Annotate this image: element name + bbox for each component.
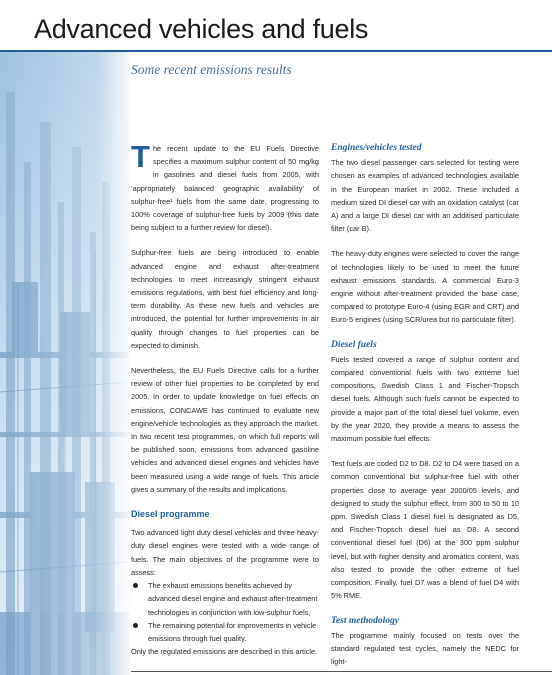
right-column [331,142,519,675]
section-heading-engines: Engines/vehicles tested [331,143,422,153]
page-subtitle: Some recent emissions results [131,62,292,77]
intro-paragraph: The recent update to the EU Fuels Directive specifies a maximum sulphur content of 50 mg/kg in gasolines and diesel fuels from 2005, with ‘appropriately balanced geographic availability’ of sulphur-free¹ fuels from the same date, progressing to 100% coverage of sulphur-free fuels by 2009 (this date being subject to a further review for diesel). [131,139,319,233]
paragraph: Only the regulated emissions are described in this article. [131,647,318,657]
paragraph: The two diesel passenger cars selected for testing were chosen as examples of advanced technologies available in the European market in 2002. These included a medium sized DI diesel car with an oxidation catalyst (car A) and a large DI diesel car with an additised particulate filter (car B). [331,158,519,234]
footer-rule [131,671,552,672]
bullet-list [131,579,319,645]
paragraph: Fuels tested covered a range of sulphur content and compared conventional fuels with two extreme fuel compositions, Swedish Class 1 and Fischer-Tropsch diesel fuels. Although such fuels cannot be expected to provide a major part of the total diesel fuel volume, even by the year 2020, they provide a means to assess the maximum possible fuel effects. [331,354,519,444]
left-column [131,139,319,670]
drop-cap: T [131,139,150,174]
paragraph: The heavy-duty engines were selected to cover the range of technologies likely to be used to meet the future exhaust emissions standards. A commercial Euro-3 engine without after-treatment provided the base case, compared to prototype Euro-4 (using EGR and CRT) and Euro-5 engines (using SCR/urea but no particulate filter). [331,249,519,325]
section-heading-test-methodology: Test methodology [331,615,399,626]
section-heading-diesel-fuels: Diesel fuels [331,339,377,350]
paragraph: Test fuels are coded D2 to D8. D2 to D4 were based on a common conventional but sulphur-free fuel with other properties close to average year 2000/05 levels, and designed to study the sulphur effect, from 300 to 50 to 10 ppm. Swedish Class 1 diesel fuel is designated as D5, and Fischer-Tropsch diesel fuel as D8. A second conventional diesel fuel (D6) at the 300 ppm sulphur level, but with higher density and aromatics content, was also tested to provide the other extreme of fuel composition. Finally, fuel D7 was a blend of fuel D4 with 5% RME. [331,459,519,601]
bullet-icon [133,583,138,588]
refinery-photo [0,52,130,675]
list-item: The remaining potential for improvements in vehicle emissions through fuel quality. [131,619,319,645]
section-heading-diesel-programme: Diesel programme [131,509,210,520]
list-item: The exhaust emissions benefits achieved by advanced diesel engine and exhaust after-treatment technologies in conjunction with low-sulphur fuels, [131,579,319,619]
paragraph: Sulphur-free fuels are being introduced to enable advanced engine and exhaust after-treatment technologies to meet increasingly stringent exhaust emissions regulations, with best fuel efficiency and long-term durability. As these new fuels and vehicles are introduced, the potential for further improvements in air quality through changes to fuel properties can be expected to diminish. [131,248,319,350]
paragraph: The programme mainly focused on tests over the standard regulated test cycles, namely the NEDC for light- [331,630,519,667]
paragraph: Nevertheless, the EU Fuels Directive calls for a further review of other fuel properties to be completed by end 2005. In order to update knowledge on fuel effects on emissions, CONCAWE has continued to evaluate new engine/vehicle technologies as they approach the market. In two recent test programmes, on which full reports will be published soon, emissions from advanced gasoline vehicles and advanced diesel engines and vehicles have been measured using a wide range of fuels. This article gives a summary of the results and implications. [131,366,319,494]
bullet-icon [133,623,138,628]
paragraph: Two advanced light duty diesel vehicles and three heavy-duty diesel engines were tested with a wide range of fuels. The main objectives of the programme were to assess: [131,528,319,577]
page-title: Advanced vehicles and fuels [34,14,369,44]
